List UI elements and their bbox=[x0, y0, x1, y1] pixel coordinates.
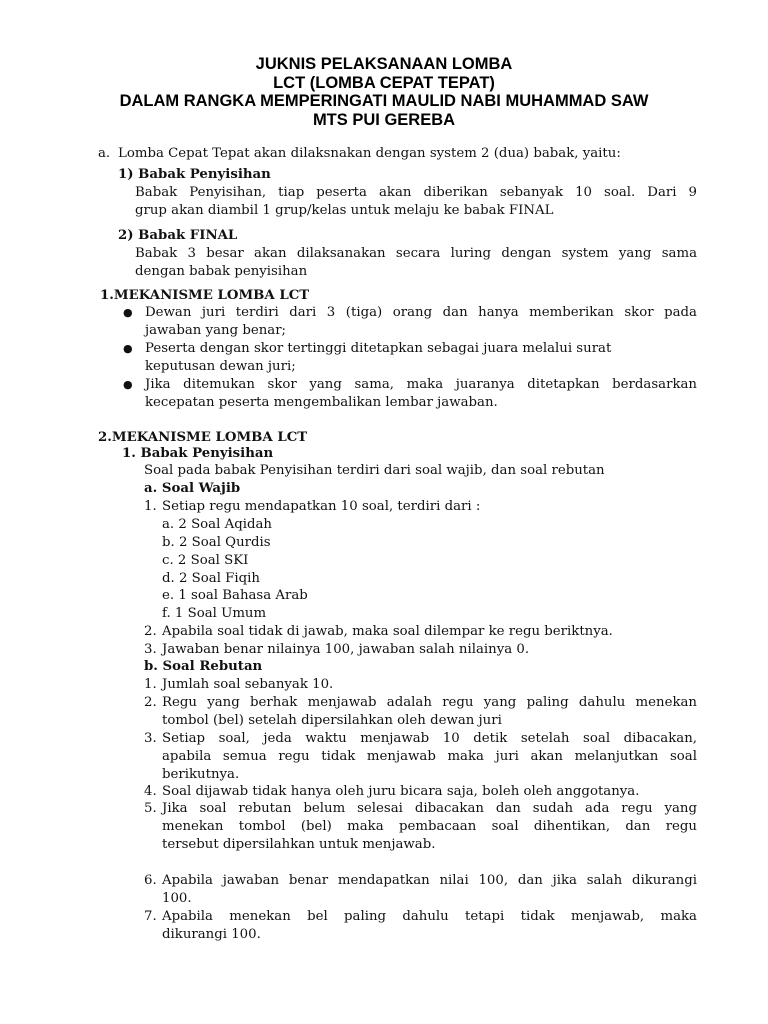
bullet-icon: ● bbox=[123, 378, 133, 391]
bullet-line: Dewan juri terdiri dari 3 (tiga) orang dan hanya memberikan skor pada bbox=[145, 305, 697, 320]
list-item-text: berikutnya. bbox=[162, 767, 240, 782]
list-item-text: menekan tombol (bel) maka pembacaan soal dihentikan, dan regu bbox=[162, 819, 697, 834]
sub-list-item: b. 2 Soal Qurdis bbox=[162, 535, 271, 550]
bullet-icon: ● bbox=[123, 342, 133, 355]
list-number: 2. bbox=[144, 695, 157, 710]
list-item-text: Apabila soal tidak di jawab, maka soal dilempar ke regu beriktnya. bbox=[162, 624, 613, 639]
babak-final-line: dengan babak penyisihan bbox=[135, 264, 308, 279]
babak-penyisihan-intro: Soal pada babak Penyisihan terdiri dari soal wajib, dan soal rebutan bbox=[144, 463, 605, 478]
list-number: 3. bbox=[144, 731, 157, 746]
bullet-line: kecepatan peserta mengembalikan lembar jawaban. bbox=[145, 395, 498, 410]
sub-list-item: e. 1 soal Bahasa Arab bbox=[162, 588, 308, 603]
babak-final-line: Babak 3 besar akan dilaksanakan secara luring dengan system yang sama bbox=[135, 246, 697, 261]
list-item-text: Setiap soal, jeda waktu menjawab 10 detik setelah soal dibacakan, bbox=[162, 731, 697, 746]
list-number: 1. bbox=[144, 677, 157, 692]
title-line-3: DALAM RANGKA MEMPERINGATI MAULID NABI MUHAMMAD SAW bbox=[119, 92, 649, 111]
bullet-line: jawaban yang benar; bbox=[145, 323, 287, 338]
list-item-text: Soal dijawab tidak hanya oleh juru bicara saja, boleh oleh anggotanya. bbox=[162, 784, 640, 799]
list-number: 4. bbox=[144, 784, 157, 799]
list-item-text: Jawaban benar nilainya 100, jawaban salah nilainya 0. bbox=[162, 642, 530, 657]
list-item-text: 100. bbox=[162, 891, 192, 906]
title-line-2: LCT (LOMBA CEPAT TEPAT) bbox=[273, 73, 495, 92]
list-item-text: Jumlah soal sebanyak 10. bbox=[162, 677, 334, 692]
sub-list-item: d. 2 Soal Fiqih bbox=[162, 571, 260, 586]
babak-final-heading: 2) Babak FINAL bbox=[118, 228, 238, 243]
babak-penyisihan-line: Babak Penyisihan, tiap peserta akan diberikan sebanyak 10 soal. Dari 9 bbox=[135, 185, 697, 200]
title-line-1: JUKNIS PELAKSANAAN LOMBA bbox=[255, 55, 513, 73]
bullet-line: Peserta dengan skor tertinggi ditetapkan sebagai juara melalui surat bbox=[145, 341, 612, 356]
babak-penyisihan-heading: 1) Babak Penyisihan bbox=[118, 167, 271, 182]
list-number: 5. bbox=[144, 801, 157, 816]
mekanisme-1-heading: 1.MEKANISME LOMBA LCT bbox=[100, 288, 310, 303]
bullet-icon: ● bbox=[123, 306, 133, 319]
sub-list-item: f. 1 Soal Umum bbox=[162, 606, 267, 621]
bullet-line: keputusan dewan juri; bbox=[145, 359, 296, 374]
list-item-text: tombol (bel) setelah dipersilahkan oleh dewan juri bbox=[162, 713, 502, 728]
soal-wajib-heading: a. Soal Wajib bbox=[144, 481, 241, 496]
sub-list-item: a. 2 Soal Aqidah bbox=[162, 517, 272, 532]
sub-list-item: c. 2 Soal SKI bbox=[162, 553, 249, 568]
list-item-text: tersebut dipersilahkan untuk menjawab. bbox=[162, 837, 436, 852]
soal-rebutan-heading: b. Soal Rebutan bbox=[144, 659, 263, 674]
intro-marker: a. bbox=[98, 146, 111, 161]
intro-text: Lomba Cepat Tepat akan dilaksnakan dengan system 2 (dua) babak, yaitu: bbox=[118, 146, 621, 161]
mekanisme-2-heading: 2.MEKANISME LOMBA LCT bbox=[98, 430, 308, 445]
list-item-text: Setiap regu mendapatkan 10 soal, terdiri dari : bbox=[162, 499, 481, 514]
bullet-line: Jika ditemukan skor yang sama, maka juaranya ditetapkan berdasarkan bbox=[145, 377, 697, 392]
list-number: 2. bbox=[144, 624, 157, 639]
list-item-text: Apabila menekan bel paling dahulu tetapi tidak menjawab, maka bbox=[162, 909, 697, 924]
babak-penyisihan-subheading: 1. Babak Penyisihan bbox=[122, 446, 274, 461]
list-number: 7. bbox=[144, 909, 157, 924]
title-line-4: MTS PUI GEREBA bbox=[312, 110, 456, 129]
list-item-text: Regu yang berhak menjawab adalah regu yang paling dahulu menekan bbox=[162, 695, 697, 710]
list-number: 1. bbox=[144, 499, 157, 514]
list-item-text: dikurangi 100. bbox=[162, 927, 261, 942]
document-title bbox=[0, 55, 768, 129]
list-item-text: apabila semua regu tidak menjawab maka juri akan melanjutkan soal bbox=[162, 749, 697, 764]
list-number: 3. bbox=[144, 642, 157, 657]
list-number: 6. bbox=[144, 873, 157, 888]
babak-penyisihan-line: grup akan diambil 1 grup/kelas untuk melaju ke babak FINAL bbox=[135, 203, 554, 218]
list-item-text: Jika soal rebutan belum selesai dibacakan dan sudah ada regu yang bbox=[162, 801, 697, 816]
list-item-text: Apabila jawaban benar mendapatkan nilai 100, dan jika salah dikurangi bbox=[162, 873, 697, 888]
